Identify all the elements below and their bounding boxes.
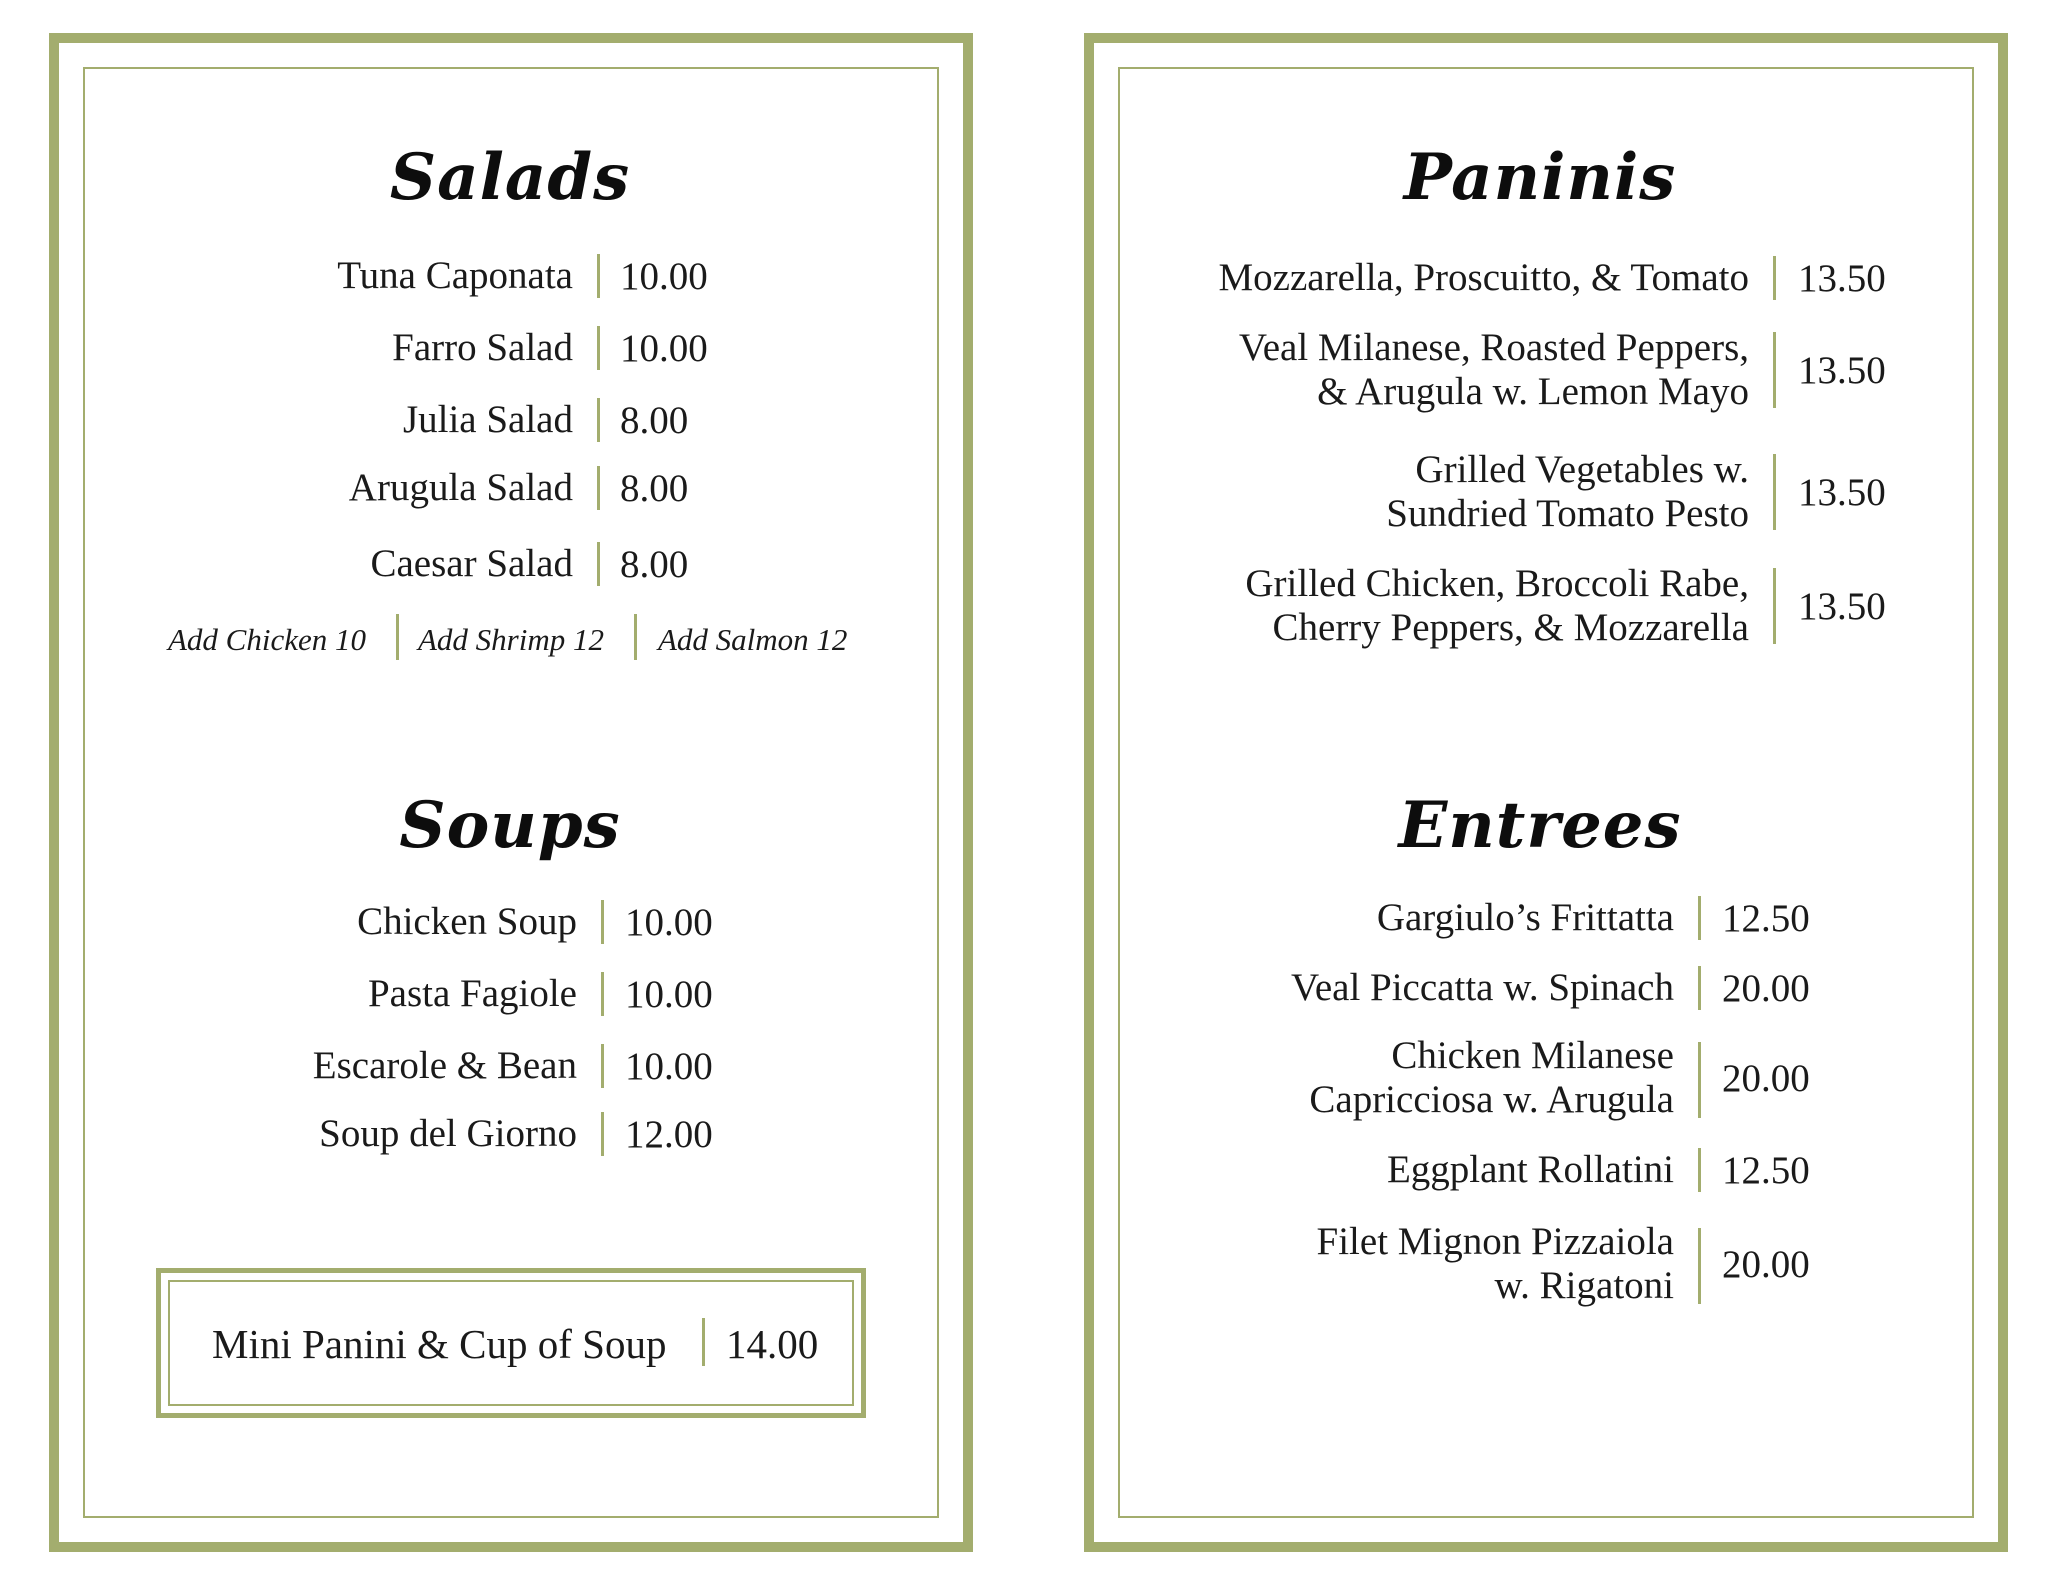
menu-item (0, 964, 1810, 1012)
item-price: 8.00 (620, 467, 689, 510)
salads-heading: Salads (389, 140, 631, 215)
separator (1698, 1148, 1701, 1192)
item-name-line1: Veal Milanese, Roasted Peppers, (1238, 326, 1749, 369)
item-price: 13.50 (1798, 471, 1886, 514)
addon-salmon: Add Salmon 12 (658, 622, 848, 657)
combo-name: Mini Panini & Cup of Soup (212, 1321, 667, 1367)
item-name: Julia Salad (402, 398, 573, 441)
separator (1773, 568, 1776, 644)
item-price: 20.00 (1722, 1243, 1810, 1286)
item-price: 10.00 (620, 327, 708, 370)
item-name: Chicken Soup (357, 900, 577, 943)
addon-chicken: Add Chicken 10 (168, 622, 367, 657)
menu-item (0, 254, 1886, 302)
menu-item (0, 448, 1886, 538)
separator (1773, 332, 1776, 408)
menu-item (0, 1220, 1810, 1310)
item-price: 12.50 (1722, 897, 1810, 940)
item-name-line2: w. Rigatoni (1494, 1264, 1674, 1307)
entrees-heading: Entrees (1398, 788, 1682, 863)
item-name: Mozzarella, Proscuitto, & Tomato (1218, 256, 1749, 299)
item-price: 10.00 (625, 1045, 713, 1088)
item-name: Farro Salad (392, 326, 573, 369)
item-name-line2: Capricciosa w. Arugula (1309, 1078, 1674, 1121)
separator (1773, 256, 1776, 300)
item-name: Pasta Fagiole (367, 972, 577, 1015)
separator (702, 1318, 705, 1366)
separator (1698, 896, 1701, 940)
item-price: 13.50 (1798, 585, 1886, 628)
item-name: Gargiulo’s Frittatta (1376, 896, 1674, 939)
item-name: Escarole & Bean (312, 1044, 577, 1087)
paninis-heading: Paninis (1403, 140, 1677, 215)
addon-shrimp: Add Shrimp 12 (418, 622, 604, 657)
item-name-line1: Filet Mignon Pizzaiola (1316, 1220, 1674, 1263)
item-name: Arugula Salad (348, 466, 573, 509)
item-price: 12.50 (1722, 1149, 1810, 1192)
item-name-line2: Cherry Peppers, & Mozzarella (1272, 606, 1749, 649)
item-name: Soup del Giorno (319, 1112, 577, 1155)
item-name-line1: Grilled Vegetables w. (1415, 448, 1749, 491)
item-price: 8.00 (620, 543, 689, 586)
item-name: Eggplant Rollatini (1386, 1148, 1674, 1191)
item-price: 12.00 (625, 1113, 713, 1156)
menu-item (0, 894, 1810, 942)
item-name: Tuna Caponata (337, 254, 573, 297)
item-name-line2: & Arugula w. Lemon Mayo (1317, 370, 1749, 413)
separator (1698, 966, 1701, 1010)
item-price: 10.00 (625, 901, 713, 944)
item-name: Caesar Salad (370, 542, 573, 585)
item-price: 8.00 (620, 399, 689, 442)
item-name-line1: Grilled Chicken, Broccoli Rabe, (1245, 562, 1749, 605)
item-price: 20.00 (1722, 967, 1810, 1010)
item-name-line1: Chicken Milanese (1391, 1034, 1674, 1077)
item-price: 20.00 (1722, 1057, 1810, 1100)
menu-item (0, 1146, 1810, 1194)
separator (1698, 1042, 1701, 1118)
menu-item (0, 326, 1886, 416)
separator (1698, 1228, 1701, 1304)
menu-item (0, 562, 1886, 652)
soups-heading: Soups (399, 788, 621, 863)
menu-item (0, 1034, 1810, 1124)
item-price: 10.00 (620, 255, 708, 298)
combo-price: 14.00 (726, 1321, 819, 1367)
item-name: Veal Piccatta w. Spinach (1290, 966, 1674, 1009)
item-price: 13.50 (1798, 257, 1886, 300)
item-price: 10.00 (625, 973, 713, 1016)
item-name-line2: Sundried Tomato Pesto (1386, 492, 1749, 535)
item-price: 13.50 (1798, 349, 1886, 392)
separator (1773, 454, 1776, 530)
